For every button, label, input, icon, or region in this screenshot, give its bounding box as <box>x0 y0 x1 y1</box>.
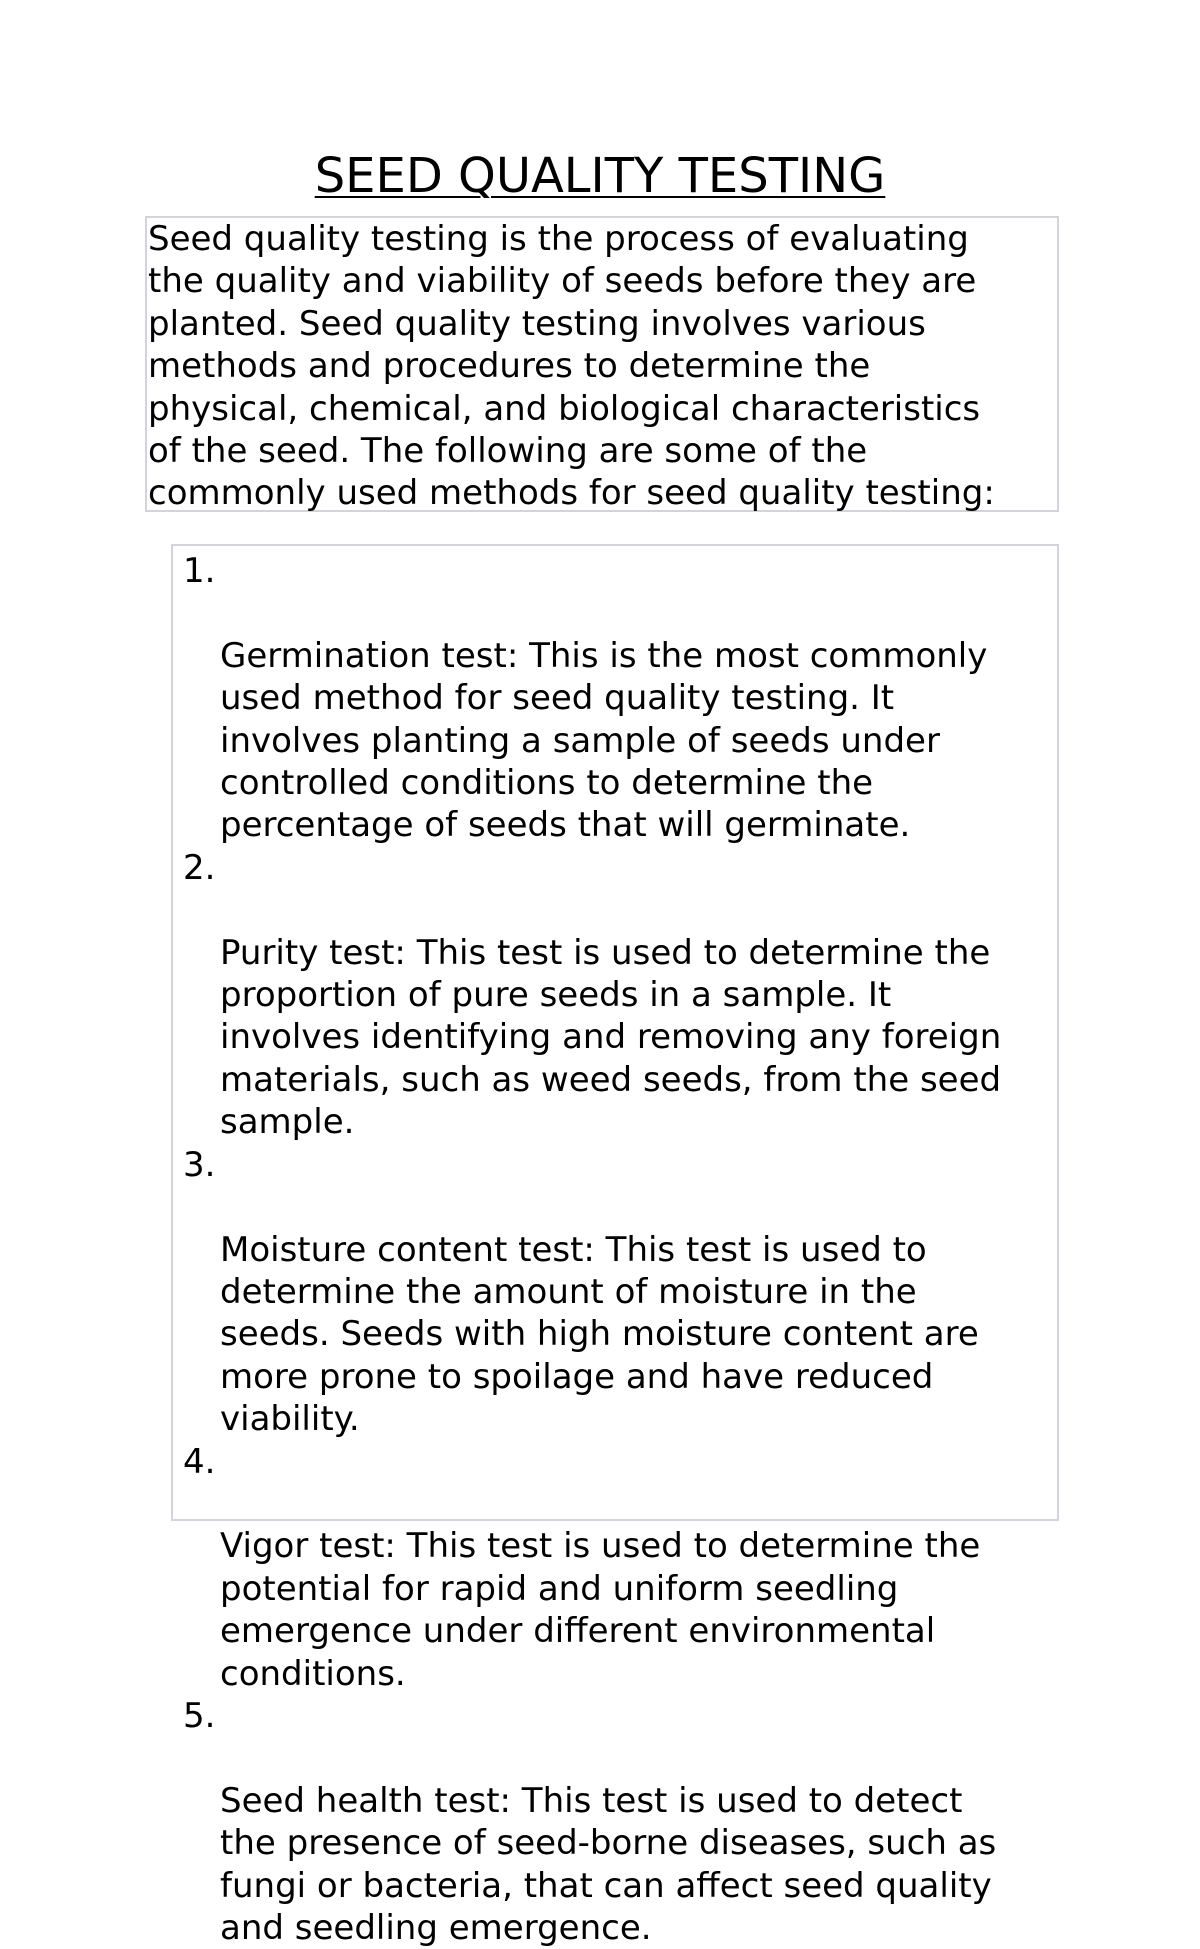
list-item-number: 3. <box>183 1144 216 1185</box>
list-item-number: 1. <box>183 551 216 591</box>
page-title: SEED QUALITY TESTING <box>314 148 886 204</box>
list-item-text: Moisture content test: This test is used to determine the amount of moisture in the seeds. Seeds with high moisture content are more prone to spoilage and have reduced viability. <box>220 1229 979 1440</box>
intro-box <box>145 216 1059 512</box>
list-item <box>173 1144 1001 1441</box>
list-item <box>173 1441 1001 1695</box>
list-item-number: 4. <box>183 1441 216 1482</box>
list-item <box>173 1695 1001 1949</box>
list-item-text: Germination test: This is the most commonly used method for seed quality testing. It involves planting a sample of seeds under controlled conditions to determine the percentage of seeds that will germinate. <box>220 635 988 846</box>
list-item-number: 2. <box>183 847 216 888</box>
list-item <box>173 847 1001 1144</box>
list-item-text: Purity test: This test is used to determine the proportion of pure seeds in a sample. It involves identifying and removing any foreign materials, such as weed seeds, from the seed sample. <box>220 932 1002 1143</box>
list-item-text: Seed health test: This test is used to detect the presence of seed-borne diseases, such as fungi or bacteria, that can affect seed quality and seedling emergence. <box>220 1780 997 1948</box>
intro-paragraph: Seed quality testing is the process of evaluating the quality and viability of seeds before they are planted. Seed quality testing involves various methods and procedures to determine the physical, chemical, and biological characteristics of the seed. The following are some of the commonly used methods for seed quality testing: <box>148 219 995 514</box>
list-item-text: Vigor test: This test is used to determine the potential for rapid and uniform seedling emergence under different environmental conditions. <box>220 1526 981 1694</box>
methods-list-box <box>171 544 1059 1948</box>
list-item-number: 5. <box>183 1695 216 1736</box>
methods-list <box>173 550 1001 1949</box>
list-item <box>173 550 1001 847</box>
